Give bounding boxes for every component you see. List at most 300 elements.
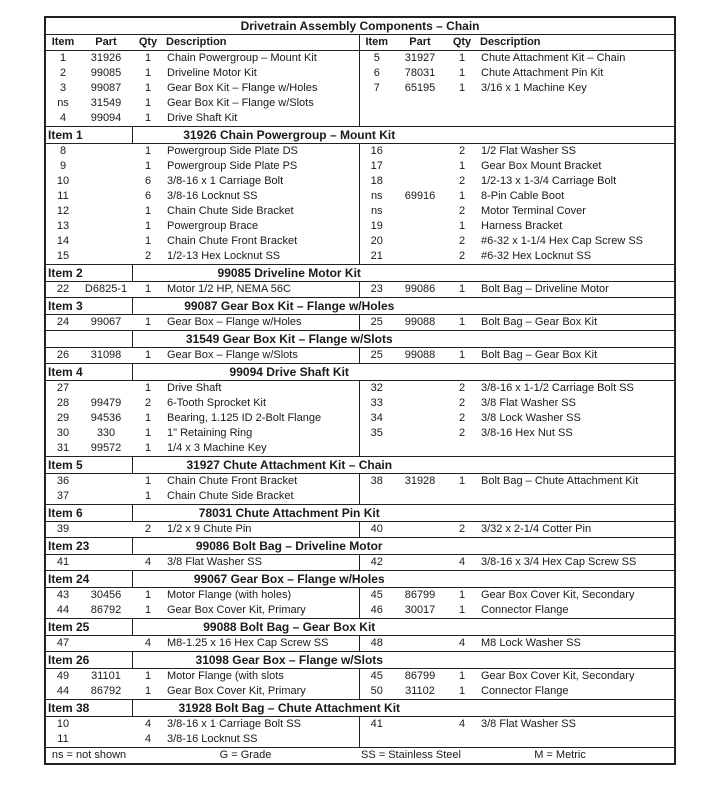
part-cell bbox=[80, 522, 132, 538]
item-cell: 15 bbox=[56, 250, 70, 262]
item-cell: 29 bbox=[56, 412, 70, 424]
item-cell: 47 bbox=[56, 637, 70, 649]
description-cell: Chain Powergroup – Mount Kit bbox=[164, 51, 359, 67]
table-row bbox=[45, 51, 675, 67]
part-cell: 330 bbox=[96, 427, 116, 439]
column-header-row bbox=[45, 35, 675, 51]
section-title: 31928 Bolt Bag – Chute Attachment Kit bbox=[132, 700, 446, 717]
section-spacer bbox=[446, 700, 675, 717]
item-cell bbox=[359, 96, 394, 111]
description-cell: #6-32 Hex Locknut SS bbox=[481, 250, 592, 262]
item-cell: 19 bbox=[370, 220, 383, 232]
part-cell bbox=[394, 219, 446, 234]
part-cell bbox=[80, 732, 132, 748]
section-title: 31098 Gear Box – Flange w/Slots bbox=[132, 652, 446, 669]
part-cell: 94536 bbox=[90, 412, 122, 424]
item-cell: 32 bbox=[370, 382, 383, 394]
description-cell: Gear Box Cover Kit, Primary bbox=[164, 684, 359, 700]
description-cell: Connector Flange bbox=[481, 685, 569, 697]
qty-cell: 2 bbox=[458, 235, 466, 247]
item-cell: 38 bbox=[370, 475, 383, 487]
item-cell bbox=[359, 111, 394, 127]
legend-stainless: SS = Stainless Steel bbox=[359, 748, 446, 765]
part-cell bbox=[80, 204, 132, 219]
qty-cell bbox=[446, 732, 478, 748]
qty-cell: 1 bbox=[144, 97, 152, 109]
table-row bbox=[45, 489, 675, 505]
section-header bbox=[45, 331, 675, 348]
item-cell: 9 bbox=[59, 160, 67, 172]
section-item-label: Item 24 bbox=[45, 571, 132, 588]
qty-cell: 2 bbox=[458, 175, 466, 187]
qty-cell: 1 bbox=[144, 52, 152, 64]
item-cell: 31 bbox=[56, 442, 70, 454]
table-row bbox=[45, 732, 675, 748]
part-cell bbox=[394, 411, 446, 426]
col-part: Part bbox=[80, 35, 132, 51]
qty-cell: 6 bbox=[144, 190, 152, 202]
item-cell: 3 bbox=[59, 82, 67, 94]
section-title: 99088 Bolt Bag – Gear Box Kit bbox=[132, 619, 446, 636]
section-item-label: Item 25 bbox=[45, 619, 132, 636]
table-row bbox=[45, 96, 675, 111]
qty-cell: 1 bbox=[144, 220, 152, 232]
table-row bbox=[45, 189, 675, 204]
qty-cell: 1 bbox=[144, 442, 152, 454]
legend-row bbox=[45, 748, 675, 765]
table-row bbox=[45, 219, 675, 234]
description-cell: Bolt Bag – Gear Box Kit bbox=[481, 316, 598, 328]
qty-cell: 4 bbox=[144, 718, 152, 730]
description-cell: Gear Box Mount Bracket bbox=[481, 160, 602, 172]
part-cell: 30017 bbox=[404, 604, 436, 616]
part-cell bbox=[80, 189, 132, 204]
qty-cell: 1 bbox=[458, 589, 466, 601]
parts-table bbox=[44, 16, 676, 765]
table-row bbox=[45, 66, 675, 81]
description-cell: Gear Box Cover Kit, Secondary bbox=[481, 670, 635, 682]
table-row bbox=[45, 159, 675, 174]
part-cell: 30456 bbox=[90, 589, 122, 601]
item-cell: 24 bbox=[56, 316, 70, 328]
description-cell: 6-Tooth Sprocket Kit bbox=[164, 396, 359, 411]
item-cell: 1 bbox=[59, 52, 67, 64]
col-part: Part bbox=[394, 35, 446, 51]
description-cell: 3/8-16 x 1-1/2 Carriage Bolt SS bbox=[481, 382, 634, 394]
part-cell bbox=[80, 474, 132, 490]
table-row bbox=[45, 603, 675, 619]
part-cell bbox=[394, 234, 446, 249]
table-row bbox=[45, 204, 675, 219]
section-title: 31926 Chain Powergroup – Mount Kit bbox=[132, 127, 446, 144]
section-spacer bbox=[446, 652, 675, 669]
table-title: Drivetrain Assembly Components – Chain bbox=[45, 17, 675, 35]
section-spacer bbox=[446, 127, 675, 144]
item-cell: 7 bbox=[373, 82, 380, 94]
qty-cell: 1 bbox=[458, 349, 466, 361]
part-cell bbox=[394, 426, 446, 441]
table-body bbox=[45, 51, 675, 748]
item-cell: 4 bbox=[59, 112, 67, 124]
part-cell: 99086 bbox=[404, 283, 436, 295]
item-cell: 14 bbox=[56, 235, 70, 247]
item-cell: 27 bbox=[56, 382, 70, 394]
description-cell: 1/2 x 9 Chute Pin bbox=[164, 522, 359, 538]
description-cell: Bolt Bag – Chute Attachment Kit bbox=[481, 475, 639, 487]
qty-cell: 1 bbox=[458, 685, 466, 697]
part-cell: 86799 bbox=[404, 670, 436, 682]
qty-cell: 1 bbox=[458, 67, 466, 79]
item-cell: 45 bbox=[370, 589, 383, 601]
description-cell: Connector Flange bbox=[481, 604, 569, 616]
table-row bbox=[45, 441, 675, 457]
description-cell: Motor Terminal Cover bbox=[481, 205, 586, 217]
item-cell: 41 bbox=[370, 718, 383, 730]
col-description: Description bbox=[478, 35, 675, 51]
section-spacer bbox=[446, 457, 675, 474]
qty-cell: 1 bbox=[144, 475, 152, 487]
item-cell: 17 bbox=[370, 160, 383, 172]
item-cell: 44 bbox=[56, 685, 70, 697]
part-cell: 99479 bbox=[90, 397, 122, 409]
table-row bbox=[45, 81, 675, 96]
section-header bbox=[45, 652, 675, 669]
qty-cell: 2 bbox=[458, 523, 466, 535]
qty-cell: 1 bbox=[144, 589, 152, 601]
qty-cell: 1 bbox=[144, 235, 152, 247]
table-row bbox=[45, 588, 675, 604]
part-cell bbox=[394, 522, 446, 538]
section-header bbox=[45, 457, 675, 474]
item-cell: 23 bbox=[370, 283, 383, 295]
section-spacer bbox=[446, 364, 675, 381]
item-cell: 39 bbox=[56, 523, 70, 535]
section-title: 99086 Bolt Bag – Driveline Motor bbox=[132, 538, 446, 555]
qty-cell bbox=[446, 111, 478, 127]
item-cell: 21 bbox=[370, 250, 383, 262]
part-cell: 86799 bbox=[404, 589, 436, 601]
part-cell bbox=[80, 219, 132, 234]
part-cell bbox=[394, 396, 446, 411]
part-cell: 99067 bbox=[90, 316, 122, 328]
table-row bbox=[45, 474, 675, 490]
part-cell: 69916 bbox=[404, 190, 436, 202]
section-spacer bbox=[446, 538, 675, 555]
item-cell: 13 bbox=[56, 220, 70, 232]
qty-cell: 2 bbox=[144, 250, 152, 262]
qty-cell: 2 bbox=[458, 382, 466, 394]
item-cell: 10 bbox=[56, 718, 70, 730]
part-cell: 31549 bbox=[90, 97, 122, 109]
item-cell: 25 bbox=[370, 349, 383, 361]
description-cell: 1" Retaining Ring bbox=[164, 426, 359, 441]
description-cell: Powergroup Brace bbox=[164, 219, 359, 234]
item-cell: ns bbox=[370, 205, 383, 217]
item-cell: 22 bbox=[56, 283, 70, 295]
part-cell: 99094 bbox=[90, 112, 122, 124]
qty-cell: 4 bbox=[458, 718, 466, 730]
table-row bbox=[45, 234, 675, 249]
section-item-label: Item 3 bbox=[45, 298, 132, 315]
section-spacer bbox=[446, 298, 675, 315]
item-cell: 34 bbox=[370, 412, 383, 424]
qty-cell: 1 bbox=[144, 412, 152, 424]
qty-cell: 1 bbox=[144, 283, 152, 295]
table-row bbox=[45, 174, 675, 189]
part-cell: 31101 bbox=[91, 670, 121, 682]
part-cell: 99572 bbox=[90, 442, 122, 454]
section-item-label: Item 26 bbox=[45, 652, 132, 669]
description-cell: 1/2 Flat Washer SS bbox=[481, 145, 576, 157]
table-row bbox=[45, 636, 675, 652]
section-item-label: Item 6 bbox=[45, 505, 132, 522]
qty-cell: 1 bbox=[144, 349, 152, 361]
item-cell: 11 bbox=[57, 733, 69, 745]
part-cell: 99087 bbox=[90, 82, 122, 94]
qty-cell: 1 bbox=[144, 145, 152, 157]
item-cell: 11 bbox=[57, 190, 69, 202]
description-cell: Powergroup Side Plate DS bbox=[164, 144, 359, 160]
description-cell: Gear Box – Flange w/Holes bbox=[164, 315, 359, 331]
section-header bbox=[45, 505, 675, 522]
part-cell: 99085 bbox=[90, 67, 122, 79]
table-row bbox=[45, 381, 675, 397]
item-cell: ns bbox=[370, 190, 383, 202]
section-title: 99067 Gear Box – Flange w/Holes bbox=[132, 571, 446, 588]
qty-cell: 2 bbox=[458, 145, 466, 157]
qty-cell: 1 bbox=[458, 316, 466, 328]
item-cell: 28 bbox=[56, 397, 70, 409]
part-cell bbox=[394, 555, 446, 571]
qty-cell: 1 bbox=[144, 67, 152, 79]
description-cell: Chain Chute Side Bracket bbox=[164, 489, 359, 505]
section-title: 99085 Driveline Motor Kit bbox=[132, 265, 446, 282]
part-cell bbox=[394, 144, 446, 160]
section-title: 99094 Drive Shaft Kit bbox=[132, 364, 446, 381]
qty-cell: 2 bbox=[144, 397, 152, 409]
part-cell bbox=[80, 636, 132, 652]
part-cell: 99088 bbox=[404, 349, 436, 361]
description-cell bbox=[478, 111, 675, 127]
table-row bbox=[45, 315, 675, 331]
part-cell bbox=[80, 489, 132, 505]
parts-list bbox=[44, 16, 674, 765]
part-cell bbox=[394, 249, 446, 265]
section-spacer bbox=[446, 331, 675, 348]
description-cell: Driveline Motor Kit bbox=[164, 66, 359, 81]
legend-grade: G = Grade bbox=[132, 748, 359, 765]
item-cell: 8 bbox=[59, 145, 67, 157]
table-row bbox=[45, 249, 675, 265]
part-cell: 65195 bbox=[404, 82, 436, 94]
table-row bbox=[45, 396, 675, 411]
qty-cell: 2 bbox=[458, 427, 466, 439]
table-row bbox=[45, 144, 675, 160]
part-cell bbox=[394, 159, 446, 174]
qty-cell: 1 bbox=[144, 685, 152, 697]
item-cell: 48 bbox=[370, 637, 383, 649]
part-cell: 31098 bbox=[90, 349, 122, 361]
section-item-label: Item 23 bbox=[45, 538, 132, 555]
section-title: 31549 Gear Box Kit – Flange w/Slots bbox=[132, 331, 446, 348]
item-cell: 44 bbox=[56, 604, 70, 616]
description-cell: Harness Bracket bbox=[481, 220, 563, 232]
part-cell bbox=[80, 144, 132, 160]
col-qty: Qty bbox=[132, 35, 164, 51]
item-cell: 43 bbox=[56, 589, 70, 601]
description-cell: Gear Box Cover Kit, Secondary bbox=[481, 589, 635, 601]
part-cell: 31926 bbox=[90, 52, 122, 64]
item-cell: 49 bbox=[56, 670, 70, 682]
description-cell bbox=[478, 732, 675, 748]
item-cell: 45 bbox=[370, 670, 383, 682]
qty-cell: 1 bbox=[144, 490, 152, 502]
part-cell bbox=[394, 174, 446, 189]
item-cell: 35 bbox=[370, 427, 383, 439]
section-header bbox=[45, 619, 675, 636]
section-spacer bbox=[446, 571, 675, 588]
section-header bbox=[45, 538, 675, 555]
qty-cell: 1 bbox=[458, 220, 466, 232]
qty-cell: 2 bbox=[458, 412, 466, 424]
part-cell bbox=[80, 381, 132, 397]
item-cell: 50 bbox=[370, 685, 383, 697]
description-cell: Gear Box Kit – Flange w/Slots bbox=[164, 96, 359, 111]
qty-cell: 1 bbox=[144, 82, 152, 94]
item-cell: 12 bbox=[56, 205, 70, 217]
part-cell bbox=[80, 717, 132, 733]
section-spacer bbox=[446, 265, 675, 282]
part-cell bbox=[394, 96, 446, 111]
qty-cell bbox=[446, 96, 478, 111]
qty-cell: 4 bbox=[144, 637, 152, 649]
part-cell bbox=[394, 636, 446, 652]
qty-cell: 4 bbox=[144, 556, 152, 568]
section-spacer bbox=[446, 505, 675, 522]
item-cell: 10 bbox=[56, 175, 70, 187]
description-cell: 3/8 Flat Washer SS bbox=[481, 397, 576, 409]
table-row bbox=[45, 717, 675, 733]
col-description: Description bbox=[164, 35, 359, 51]
section-item-label bbox=[45, 331, 132, 348]
item-cell bbox=[359, 441, 394, 457]
section-item-label: Item 4 bbox=[45, 364, 132, 381]
part-cell bbox=[80, 249, 132, 265]
part-cell bbox=[80, 234, 132, 249]
item-cell: 33 bbox=[370, 397, 383, 409]
item-cell: 41 bbox=[56, 556, 70, 568]
qty-cell: 4 bbox=[458, 637, 466, 649]
table-row bbox=[45, 522, 675, 538]
table-row bbox=[45, 348, 675, 364]
description-cell: Chain Chute Side Bracket bbox=[164, 204, 359, 219]
table-row bbox=[45, 684, 675, 700]
part-cell bbox=[80, 159, 132, 174]
section-title: 78031 Chute Attachment Pin Kit bbox=[132, 505, 446, 522]
col-qty: Qty bbox=[446, 35, 478, 51]
description-cell: Chain Chute Front Bracket bbox=[164, 234, 359, 249]
item-cell: 26 bbox=[56, 349, 70, 361]
part-cell bbox=[80, 555, 132, 571]
item-cell: 25 bbox=[370, 316, 383, 328]
part-cell: D6825-1 bbox=[84, 283, 128, 295]
qty-cell bbox=[446, 489, 478, 505]
section-header bbox=[45, 571, 675, 588]
description-cell: Chute Attachment Kit – Chain bbox=[481, 52, 626, 64]
item-cell: 46 bbox=[370, 604, 383, 616]
table-row bbox=[45, 282, 675, 298]
qty-cell: 1 bbox=[144, 160, 152, 172]
section-item-label: Item 38 bbox=[45, 700, 132, 717]
qty-cell: 2 bbox=[458, 397, 466, 409]
qty-cell bbox=[446, 441, 478, 457]
part-cell: 31928 bbox=[404, 475, 436, 487]
part-cell: 99088 bbox=[404, 316, 436, 328]
section-header bbox=[45, 364, 675, 381]
item-cell: 36 bbox=[56, 475, 70, 487]
item-cell: 37 bbox=[56, 490, 70, 502]
description-cell: Bearing, 1.125 ID 2-Bolt Flange bbox=[164, 411, 359, 426]
qty-cell: 1 bbox=[144, 604, 152, 616]
part-cell: 78031 bbox=[404, 67, 436, 79]
description-cell: Drive Shaft Kit bbox=[164, 111, 359, 127]
qty-cell: 1 bbox=[458, 190, 466, 202]
qty-cell: 1 bbox=[458, 283, 466, 295]
col-item: Item bbox=[359, 35, 394, 51]
section-title: 99087 Gear Box Kit – Flange w/Holes bbox=[132, 298, 446, 315]
part-cell bbox=[394, 111, 446, 127]
qty-cell: 1 bbox=[458, 604, 466, 616]
qty-cell: 1 bbox=[144, 427, 152, 439]
section-item-label: Item 5 bbox=[45, 457, 132, 474]
part-cell: 31927 bbox=[404, 52, 436, 64]
description-cell bbox=[478, 489, 675, 505]
item-cell: 42 bbox=[370, 556, 383, 568]
qty-cell: 1 bbox=[144, 670, 152, 682]
description-cell: Chain Chute Front Bracket bbox=[164, 474, 359, 490]
part-cell bbox=[394, 441, 446, 457]
table-row bbox=[45, 555, 675, 571]
part-cell: 31102 bbox=[405, 685, 435, 697]
description-cell: 1/2-13 x 1-3/4 Carriage Bolt bbox=[481, 175, 617, 187]
description-cell: 3/8 Flat Washer SS bbox=[164, 555, 359, 571]
table-row bbox=[45, 411, 675, 426]
description-cell: Motor Flange (with holes) bbox=[164, 588, 359, 604]
section-item-label: Item 1 bbox=[45, 127, 132, 144]
qty-cell: 1 bbox=[458, 475, 466, 487]
part-cell: 86792 bbox=[90, 685, 122, 697]
part-cell bbox=[394, 717, 446, 733]
description-cell: Bolt Bag – Driveline Motor bbox=[481, 283, 609, 295]
section-title: 31927 Chute Attachment Kit – Chain bbox=[132, 457, 446, 474]
item-cell: 2 bbox=[59, 67, 67, 79]
legend-ns: ns = not shown bbox=[45, 748, 132, 765]
qty-cell: 2 bbox=[458, 250, 466, 262]
part-cell bbox=[80, 174, 132, 189]
section-spacer bbox=[446, 619, 675, 636]
section-header bbox=[45, 298, 675, 315]
description-cell: 8-Pin Cable Boot bbox=[481, 190, 565, 202]
col-item: Item bbox=[45, 35, 80, 51]
qty-cell: 1 bbox=[144, 205, 152, 217]
description-cell: 1/4 x 3 Machine Key bbox=[164, 441, 359, 457]
description-cell: Chute Attachment Pin Kit bbox=[481, 67, 604, 79]
item-cell: 20 bbox=[370, 235, 383, 247]
part-cell bbox=[394, 381, 446, 397]
item-cell: 5 bbox=[373, 52, 380, 64]
part-cell bbox=[394, 489, 446, 505]
description-cell: 3/8-16 Locknut SS bbox=[164, 189, 359, 204]
